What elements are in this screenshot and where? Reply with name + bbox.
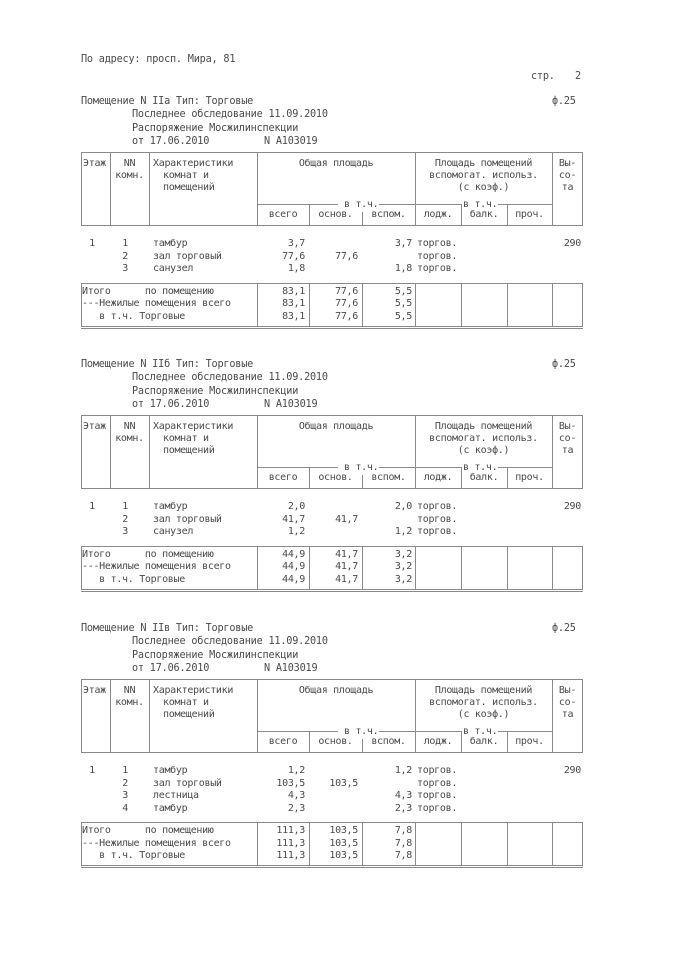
totals-aux-area: 5,5 <box>394 298 412 309</box>
totals-label: ---Нежилые помещения всего <box>82 837 231 849</box>
column-divider <box>552 546 553 590</box>
row-purpose: торгов. <box>417 250 458 262</box>
col-height: Вы- <box>558 421 577 432</box>
col-balcony: балк. <box>469 209 499 220</box>
row-floor: 1 <box>89 501 95 512</box>
row-total-area: 1,8 <box>287 263 305 274</box>
col-height: Вы- <box>558 685 577 696</box>
col-floor: Этаж <box>83 158 106 169</box>
totals-aux-area: 5,5 <box>394 285 412 297</box>
col-aux-area-3: (с коэф.) <box>457 709 510 720</box>
totals-label: Итого по помещению <box>82 285 214 297</box>
column-divider <box>415 546 416 590</box>
row-total-area: 1,2 <box>287 526 305 537</box>
row-room-number: 2 <box>122 513 128 525</box>
row-aux-area: 2,0 <box>394 501 412 512</box>
order-title: Распоряжение Мосжилинспекции <box>132 385 299 397</box>
row-height: 290 <box>563 765 581 776</box>
col-aux-area-2: вспомогат. использ. <box>429 170 538 181</box>
col-incl: в т.ч. <box>344 462 379 473</box>
form-number: ф.25 <box>552 623 576 634</box>
page-label: стр. <box>531 71 555 82</box>
col-height-3: та <box>561 445 574 456</box>
col-aux-area: Площадь помещений <box>434 685 533 696</box>
col-height-3: та <box>561 709 574 720</box>
row-main-area: 103,5 <box>329 777 358 789</box>
totals-label: в т.ч. Торговые <box>82 850 185 861</box>
col-total-area: Общая площадь <box>298 421 374 432</box>
column-divider <box>461 822 462 866</box>
row-purpose: торгов. <box>417 238 458 249</box>
col-loggia: лодж. <box>423 472 453 483</box>
row-room-number: 1 <box>122 501 128 512</box>
totals-total-area: 111,3 <box>276 825 305 836</box>
row-purpose: торгов. <box>417 513 458 525</box>
last-survey: Последнее обследование 11.09.2010 <box>132 372 328 384</box>
col-main: основ. <box>318 472 353 483</box>
row-room-name: санузел <box>153 526 194 537</box>
col-main: основ. <box>318 209 353 220</box>
col-aux: вспом. <box>371 736 406 747</box>
col-nn: NN <box>123 421 136 432</box>
totals-main-area: 77,6 <box>335 310 358 322</box>
row-aux-area: 1,2 <box>394 765 412 776</box>
row-room-name: тамбур <box>153 802 188 814</box>
col-incl: в т.ч. <box>344 726 379 737</box>
column-divider <box>507 283 508 327</box>
row-purpose: торгов. <box>417 790 458 801</box>
row-purpose: торгов. <box>417 777 458 789</box>
totals-total-area: 44,9 <box>282 548 305 560</box>
row-total-area: 77,6 <box>282 250 305 262</box>
row-room-name: зал торговый <box>153 777 222 789</box>
row-height: 290 <box>563 501 581 512</box>
row-room-number: 3 <box>122 263 128 274</box>
row-room-number: 3 <box>122 790 128 801</box>
row-total-area: 1,2 <box>287 765 305 776</box>
totals-main-area: 77,6 <box>335 298 358 309</box>
totals-aux-area: 7,8 <box>394 825 412 836</box>
order-title: Распоряжение Мосжилинспекции <box>132 122 299 134</box>
col-other: проч. <box>515 736 544 747</box>
col-aux: вспом. <box>371 209 406 220</box>
column-divider <box>552 822 553 866</box>
totals-total-area: 83,1 <box>282 310 305 322</box>
col-loggia: лодж. <box>423 209 453 220</box>
totals-aux-area: 5,5 <box>394 310 412 322</box>
row-main-area: 77,6 <box>335 250 358 262</box>
totals-label: ---Нежилые помещения всего <box>82 298 231 309</box>
col-other: проч. <box>515 472 544 483</box>
col-characteristics-3: помещений <box>163 445 215 456</box>
col-characteristics-3: помещений <box>163 709 215 720</box>
order-date: от 17.06.2010 <box>132 135 210 147</box>
col-total: всего <box>268 736 298 747</box>
col-incl-2: в т.ч. <box>463 462 498 473</box>
col-incl: в т.ч. <box>344 199 379 210</box>
row-total-area: 4,3 <box>287 790 305 801</box>
col-characteristics: Характеристики <box>153 685 234 696</box>
totals-main-area: 103,5 <box>329 825 358 836</box>
col-height-2: со- <box>558 170 577 181</box>
row-room-number: 1 <box>122 765 128 776</box>
totals-total-area: 111,3 <box>276 837 305 849</box>
row-room-number: 3 <box>122 526 128 537</box>
row-purpose: торгов. <box>417 526 458 537</box>
col-other: проч. <box>515 209 544 220</box>
totals-label: в т.ч. Торговые <box>82 310 185 322</box>
column-divider <box>461 283 462 327</box>
totals-total-area: 83,1 <box>282 285 305 297</box>
row-purpose: торгов. <box>417 802 458 814</box>
totals-label: в т.ч. Торговые <box>82 573 185 585</box>
totals-aux-area: 3,2 <box>394 548 412 560</box>
order-date: от 17.06.2010 <box>132 662 210 674</box>
row-room-name: тамбур <box>153 765 188 776</box>
col-nn-sub: комн. <box>115 170 144 181</box>
col-characteristics: Характеристики <box>153 421 234 432</box>
section-title: Помещение N IIа Тип: Торговые <box>81 96 254 107</box>
col-characteristics: Характеристики <box>153 158 234 169</box>
row-room-number: 2 <box>122 250 128 262</box>
row-aux-area: 1,8 <box>394 263 412 274</box>
column-divider <box>507 546 508 590</box>
col-nn: NN <box>123 685 136 696</box>
totals-label: ---Нежилые помещения всего <box>82 561 231 572</box>
row-height: 290 <box>563 238 581 249</box>
column-divider <box>461 546 462 590</box>
col-aux: вспом. <box>371 472 406 483</box>
row-main-area: 41,7 <box>335 513 358 525</box>
row-room-name: тамбур <box>153 238 188 249</box>
col-nn-sub: комн. <box>115 697 144 708</box>
form-number: ф.25 <box>552 96 576 107</box>
col-total-area: Общая площадь <box>298 158 374 169</box>
row-room-number: 2 <box>122 777 128 789</box>
totals-main-area: 41,7 <box>335 548 358 560</box>
totals-total-area: 44,9 <box>282 561 305 572</box>
col-incl-2: в т.ч. <box>463 726 498 737</box>
col-aux-area: Площадь помещений <box>434 421 533 432</box>
col-characteristics-2: комнат и <box>163 697 209 708</box>
row-room-name: тамбур <box>153 501 188 512</box>
totals-label: Итого по помещению <box>82 548 214 560</box>
col-floor: Этаж <box>83 685 106 696</box>
totals-aux-area: 3,2 <box>394 573 412 585</box>
totals-label: Итого по помещению <box>82 825 214 836</box>
col-height-3: та <box>561 182 574 193</box>
column-divider <box>415 283 416 327</box>
totals-total-area: 111,3 <box>276 850 305 861</box>
row-floor: 1 <box>89 238 95 249</box>
totals-main-area: 41,7 <box>335 573 358 585</box>
row-room-name: зал торговый <box>153 250 222 262</box>
row-aux-area: 2,3 <box>394 802 412 814</box>
row-total-area: 2,0 <box>287 501 305 512</box>
col-height: Вы- <box>558 158 577 169</box>
col-aux-area: Площадь помещений <box>434 158 533 169</box>
totals-main-area: 41,7 <box>335 561 358 572</box>
totals-aux-area: 3,2 <box>394 561 412 572</box>
col-balcony: балк. <box>469 472 499 483</box>
row-room-name: санузел <box>153 263 194 274</box>
col-aux-area-3: (с коэф.) <box>457 445 510 456</box>
page-number: 2 <box>575 71 581 82</box>
order-number: N А103019 <box>264 135 318 147</box>
column-divider <box>552 283 553 327</box>
totals-main-area: 77,6 <box>335 285 358 297</box>
col-balcony: балк. <box>469 736 499 747</box>
totals-total-area: 83,1 <box>282 298 305 309</box>
totals-main-area: 103,5 <box>329 837 358 849</box>
row-purpose: торгов. <box>417 263 458 274</box>
col-incl-2: в т.ч. <box>463 199 498 210</box>
order-number: N А103019 <box>264 398 318 410</box>
col-height-2: со- <box>558 697 577 708</box>
order-title: Распоряжение Мосжилинспекции <box>132 649 299 661</box>
row-room-number: 1 <box>122 238 128 249</box>
col-nn: NN <box>123 158 136 169</box>
row-floor: 1 <box>89 765 95 776</box>
col-height-2: со- <box>558 433 577 444</box>
col-characteristics-2: комнат и <box>163 433 209 444</box>
row-total-area: 2,3 <box>287 802 305 814</box>
col-aux-area-3: (с коэф.) <box>457 182 510 193</box>
section-title: Помещение N IIв Тип: Торговые <box>81 623 254 634</box>
totals-main-area: 103,5 <box>329 850 358 861</box>
address-line: По адресу: просп. Мира, 81 <box>81 54 236 65</box>
totals-aux-area: 7,8 <box>394 837 412 849</box>
row-room-name: лестница <box>153 790 199 801</box>
col-nn-sub: комн. <box>115 433 144 444</box>
col-aux-area-2: вспомогат. использ. <box>429 433 538 444</box>
col-characteristics-2: комнат и <box>163 170 209 181</box>
last-survey: Последнее обследование 11.09.2010 <box>132 636 328 648</box>
col-floor: Этаж <box>83 421 106 432</box>
column-divider <box>507 822 508 866</box>
totals-aux-area: 7,8 <box>394 850 412 861</box>
order-number: N А103019 <box>264 662 318 674</box>
row-purpose: торгов. <box>417 765 458 776</box>
col-total-area: Общая площадь <box>298 685 374 696</box>
col-main: основ. <box>318 736 353 747</box>
col-loggia: лодж. <box>423 736 453 747</box>
totals-total-area: 44,9 <box>282 573 305 585</box>
row-total-area: 3,7 <box>287 238 305 249</box>
col-characteristics-3: помещений <box>163 182 215 193</box>
row-purpose: торгов. <box>417 501 458 512</box>
row-aux-area: 3,7 <box>394 238 412 249</box>
col-aux-area-2: вспомогат. использ. <box>429 697 538 708</box>
row-total-area: 103,5 <box>276 777 305 789</box>
last-survey: Последнее обследование 11.09.2010 <box>132 109 328 121</box>
form-number: ф.25 <box>552 359 576 370</box>
row-aux-area: 4,3 <box>394 790 412 801</box>
row-total-area: 41,7 <box>282 513 305 525</box>
row-room-number: 4 <box>122 802 128 814</box>
column-divider <box>415 822 416 866</box>
row-aux-area: 1,2 <box>394 526 412 537</box>
col-total: всего <box>268 472 298 483</box>
row-room-name: зал торговый <box>153 513 222 525</box>
col-total: всего <box>268 209 298 220</box>
section-title: Помещение N IIб Тип: Торговые <box>81 359 254 370</box>
order-date: от 17.06.2010 <box>132 398 210 410</box>
